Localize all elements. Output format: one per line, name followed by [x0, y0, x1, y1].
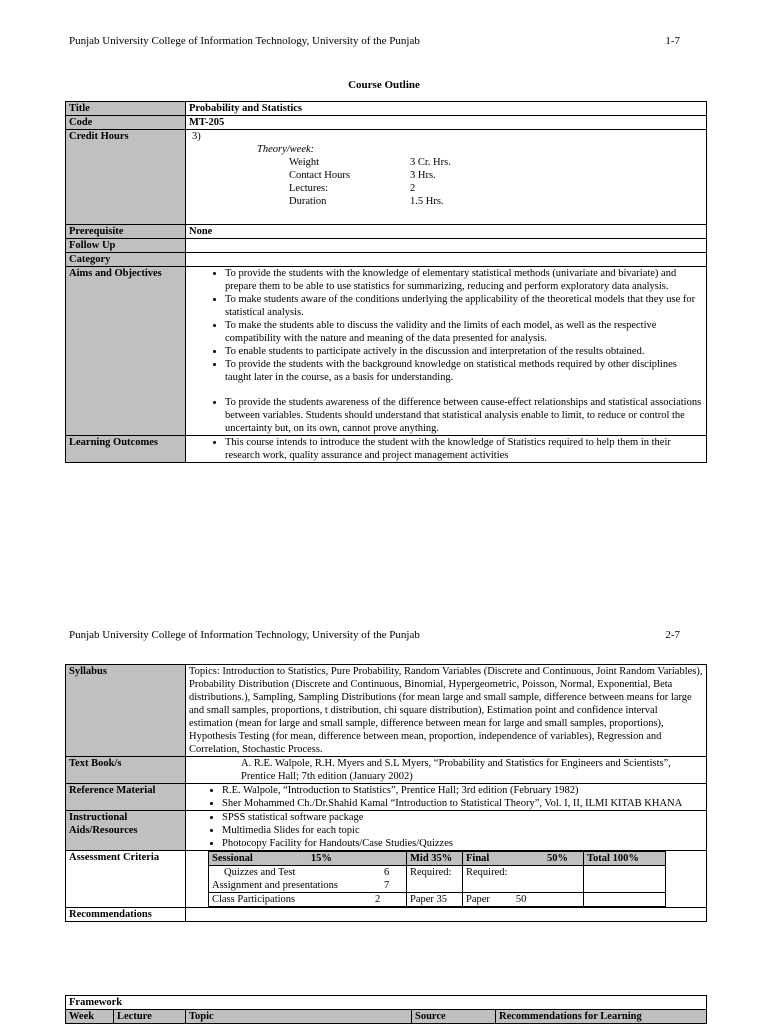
follow-up-row: [66, 239, 707, 253]
col-recommendations: Recommendations for Learning: [496, 1010, 707, 1024]
assessment-row-2: [209, 893, 666, 907]
reference-row: [66, 784, 707, 811]
textbook-row: [66, 757, 707, 784]
header-institution: Punjab University College of Information Technology, University of the Punjab: [69, 629, 420, 641]
follow-up-value: [186, 239, 707, 253]
total-label: Total 100%: [584, 852, 666, 866]
quizzes-value: 6: [384, 867, 390, 878]
assessment-label: Assessment Criteria: [66, 851, 186, 908]
final-label: Final: [466, 853, 490, 864]
theory-week-label: Theory/week:: [257, 144, 315, 155]
code-label: Code: [66, 116, 186, 130]
final-percent: 50%: [547, 853, 568, 864]
assessment-row-1: [209, 866, 666, 893]
credit-hours-label: Credit Hours: [66, 130, 186, 225]
syllabus-label: Syllabus: [66, 665, 186, 757]
learning-outcomes-label: Learning Outcomes: [66, 436, 186, 463]
list-item: • R.E. Walpole, “Introduction to Statistics”, Prentice Hall; 3rd edition (February 1982): [222, 784, 703, 797]
syllabus-row: [66, 665, 707, 757]
reference-list: [189, 784, 703, 810]
header-page-number: 1-7: [665, 35, 680, 47]
list-item: • To provide the students with the background knowledge on statistical methods required by other disciplines taught later in the course, as a basis for understanding.: [225, 358, 703, 384]
theory-duration: Duration 1.5 Hrs.: [289, 196, 444, 207]
title-row: [66, 102, 707, 116]
category-value: [186, 253, 707, 267]
col-source: Source: [412, 1010, 496, 1024]
list-item: • To provide the students awareness of the difference between cause-effect relationships and statistical associations between variables. Students should understand that statistical analysis enable to limit, to reduce or control the uncertainty but, on its own, cannot prove anything.: [225, 396, 703, 435]
follow-up-label: Follow Up: [66, 239, 186, 253]
aids-row: [66, 811, 707, 851]
title-label: Title: [66, 102, 186, 116]
list-item: • Photocopy Facility for Handouts/Case Studies/Quizzes: [222, 837, 703, 850]
header-page-number: 2-7: [665, 629, 680, 641]
assignments-value: 7: [384, 880, 390, 891]
theory-weight: Weight 3 Cr. Hrs.: [289, 157, 451, 168]
recommendations-row: [66, 908, 707, 922]
list-item: • This course intends to introduce the student with the knowledge of Statistics required to help them in their research work, quality assurance and project management activities: [225, 436, 703, 462]
assessment-row: [66, 851, 707, 908]
participation-label: Class Participations: [212, 894, 296, 905]
list-item: • To provide the students with the knowledge of elementary statistical methods (univariate and bivariate) and prepare them to be able to use statistics for summarizing, reducing and perform exploratory data analysis.: [225, 267, 703, 293]
prerequisite-row: [66, 225, 707, 239]
assignments-label: Assignment and presentations: [212, 880, 338, 891]
recommendations-label: Recommendations: [66, 908, 186, 922]
theory-contact-hours: Contact Hours 3 Hrs.: [289, 170, 436, 181]
list-item: • Multimedia Slides for each topic: [222, 824, 703, 837]
code-row: [66, 116, 707, 130]
category-label: Category: [66, 253, 186, 267]
course-outline-title: Course Outline: [348, 79, 420, 91]
framework-title-row: [66, 996, 707, 1010]
code-value: MT-205: [186, 116, 707, 130]
prerequisite-label: Prerequisite: [66, 225, 186, 239]
page-header: [69, 35, 680, 47]
aims-label: Aims and Objectives: [66, 267, 186, 436]
reference-label: Reference Material: [66, 784, 186, 811]
final-required: Required:: [463, 866, 584, 893]
credit-hours-value: 3): [192, 131, 201, 142]
list-item: • To make students aware of the conditions underlying the applicability of the theoretical models that they use for statistical analysis.: [225, 293, 703, 319]
col-topic: Topic: [186, 1010, 412, 1024]
syllabus-value: Topics: Introduction to Statistics, Pure Probability, Random Variables (Discrete and Continuous, Joint Random Variables), Probability Distribution (Discrete and Continuous, Binomial, Hypergeometric, Poisson, Normal, Exponential, Beta distributions.), Sampling, Sampling Distributions (for mean large and small sample, difference between means for large and small samples, proportions, t distribution, chi square distribution), Estimation point and confidence interval estimation (mean for large and small sample, difference between mean for large and small samples, proportions), Hypothesis Testing (for mean, difference between mean, proportion, independence of variables), Regression and Correlation, Stochastic Process.: [186, 665, 707, 757]
textbook-value: A. R.E. Walpole, R.H. Myers and S.L Myers, “Probability and Statistics for Engineers and Scientists”, Prentice Hall; 7th edition (January 2002): [186, 757, 707, 784]
assessment-table: [208, 851, 666, 907]
aids-label: Instructional Aids/Resources: [66, 811, 186, 851]
participation-value: 2: [375, 894, 381, 905]
theory-lectures: Lectures: 2: [289, 183, 416, 194]
quizzes-label: Quizzes and Test: [224, 867, 296, 878]
list-item: • To make the students able to discuss the validity and the limits of each model, as well as the respective compatibility with the nature and meaning of the data presented for analysis.: [225, 319, 703, 345]
textbook-label: Text Book/s: [66, 757, 186, 784]
mid-paper: Paper 35: [407, 893, 463, 907]
list-item: • Sher Mohammed Ch./Dr.Shahid Kamal “Introduction to Statistical Theory”, Vol. I, II, ILMI KITAB KHANA: [222, 797, 703, 810]
outcomes-list: [189, 436, 703, 462]
header-institution: Punjab University College of Information Technology, University of the Punjab: [69, 35, 420, 47]
col-week: Week: [66, 1010, 114, 1024]
framework-table: [65, 995, 707, 1024]
sessional-label: Sessional: [212, 853, 253, 864]
sessional-percent: 15%: [310, 853, 332, 864]
aids-list: [189, 811, 703, 850]
aims-row: [66, 267, 707, 436]
learning-outcomes-row: [66, 436, 707, 463]
framework-header-row: [66, 1010, 707, 1024]
list-item: • To enable students to participate actively in the discussion and interpretation of the results obtained.: [225, 345, 703, 358]
final-paper: Paper: [466, 894, 490, 905]
prerequisite-value: None: [186, 225, 707, 239]
credit-hours-row: [66, 130, 707, 225]
final-paper-value: 50: [515, 894, 527, 905]
mid-required: Required:: [407, 866, 463, 893]
page-header-2: [69, 629, 680, 641]
course-outline-table: [65, 101, 707, 463]
framework-title: Framework: [66, 996, 707, 1010]
aims-list: [189, 267, 703, 384]
title-value: Probability and Statistics: [186, 102, 707, 116]
col-lecture: Lecture: [114, 1010, 186, 1024]
mid-label: Mid 35%: [407, 852, 463, 866]
course-details-table: [65, 664, 707, 922]
list-item: • SPSS statistical software package: [222, 811, 703, 824]
category-row: [66, 253, 707, 267]
assessment-header-row: [209, 852, 666, 866]
